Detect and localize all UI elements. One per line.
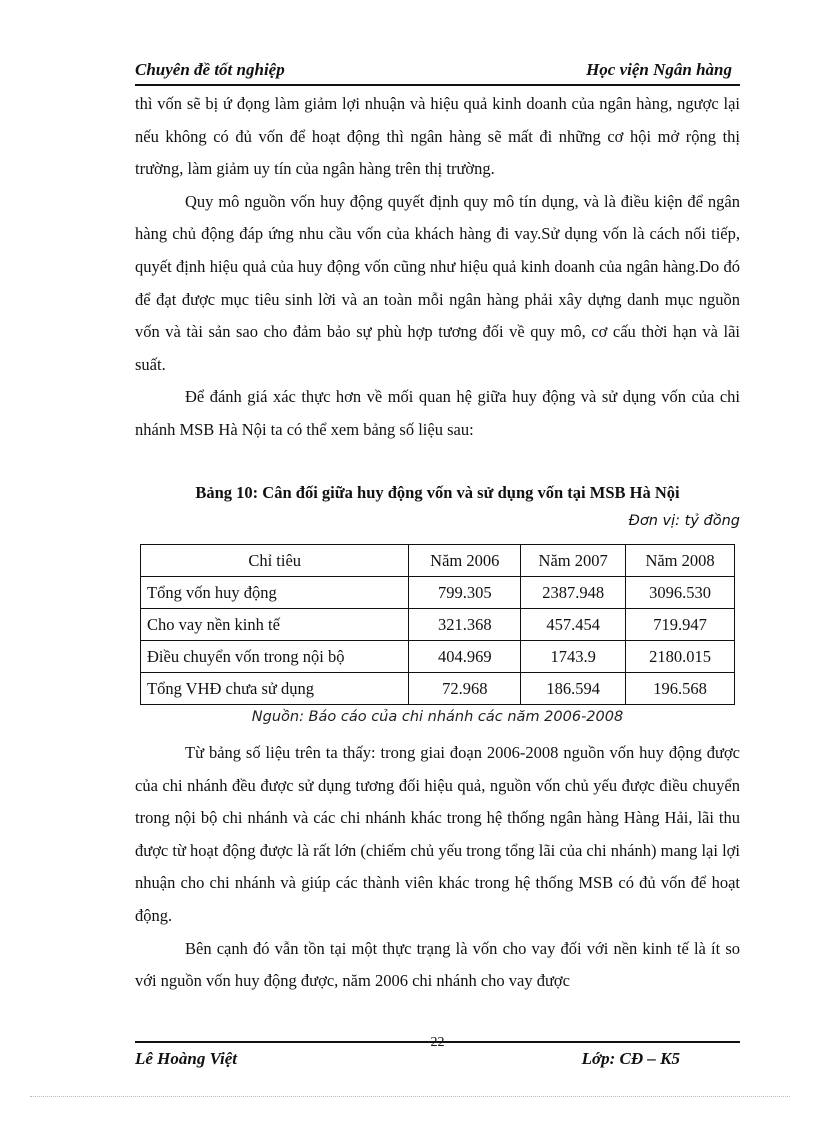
page-number: 22	[430, 1035, 445, 1050]
table-caption: Bảng 10: Cân đối giữa huy động vốn và sử dụng vốn tại MSB Hà Nội	[195, 483, 680, 502]
table-cell-label: Tổng vốn huy động	[141, 577, 409, 609]
paragraph: Bên cạnh đó vẫn tồn tại một thực trạng là vốn cho vay đối với nền kinh tế là ít so với nguồn vốn huy động được, năm 2006 chi nhánh cho vay được	[135, 938, 740, 991]
table-cell: 457.454	[521, 609, 626, 641]
page-footer	[135, 1035, 740, 1073]
table-cell: 3096.530	[626, 577, 735, 609]
table-row	[141, 641, 735, 673]
table-cell-label: Điều chuyển vốn trong nội bộ	[141, 641, 409, 673]
paragraph: thì vốn sẽ bị ứ đọng làm giảm lợi nhuận và hiệu quả kinh doanh của ngân hàng, ngược lại nếu không có đủ vốn để hoạt động thì ngân hàng sẽ mất đi những cơ hội mở rộng thị trường, làm giảm uy tín của ngân hàng trên thị trường.	[135, 94, 740, 179]
header-left-title: Chuyên đề tốt nghiệp	[135, 60, 285, 79]
table-header-cell: Chỉ tiêu	[141, 545, 409, 577]
paragraph: Quy mô nguồn vốn huy động quyết định quy mô tín dụng, và là điều kiện để ngân hàng chủ động đáp ứng nhu cầu vốn của khách hàng đi vay.Sử dụng vốn là cách nối tiếp, quyết định hiệu quả của huy động vốn cũng như hiệu quả kinh doanh của ngân hàng.Do đó để đạt được mục tiêu sinh lời và an toàn mỗi ngân hàng phải xây dựng danh mục nguồn vốn và tài sản sao cho đảm bảo sự phù hợp tương đối về quy mô, cơ cấu thời hạn và lãi suất.	[135, 191, 740, 374]
paragraph: Từ bảng số liệu trên ta thấy: trong giai đoạn 2006-2008 nguồn vốn huy động được của chi nhánh đều được sử dụng tương đối hiệu quả, nguồn vốn chủ yếu được điều chuyển trong nội bộ chi nhánh và các chi nhánh khác trong hệ thống ngân hàng Hàng Hải, lãi thu được từ hoạt động được là rất lớn (chiếm chủ yếu trong tổng lãi của chi nhánh) mang lại lợi nhuận cho chi nhánh và giúp các thành viên khác trong hệ thống MSB có đủ vốn để hoạt động.	[135, 743, 740, 925]
body-text-top	[135, 88, 740, 447]
table-cell: 404.969	[409, 641, 521, 673]
body-text-bottom	[135, 737, 740, 998]
table-source: Nguồn: Báo cáo của chi nhánh các năm 2006-2008	[251, 709, 624, 725]
table-row	[141, 577, 735, 609]
paragraph: Để đánh giá xác thực hơn về mối quan hệ giữa huy động và sử dụng vốn của chi nhánh MSB Hà Nội ta có thể xem bảng số liệu sau:	[135, 387, 740, 439]
table-cell: 2180.015	[626, 641, 735, 673]
table-unit: Đơn vị: tỷ đồng	[628, 513, 740, 529]
table-cell: 196.568	[626, 673, 735, 705]
table-cell: 719.947	[626, 609, 735, 641]
table-header-cell: Năm 2007	[521, 545, 626, 577]
page-header	[135, 60, 740, 86]
table-cell: 321.368	[409, 609, 521, 641]
table-cell: 72.968	[409, 673, 521, 705]
table-header-row	[141, 545, 735, 577]
table-cell-label: Tổng VHĐ chưa sử dụng	[141, 673, 409, 705]
table-cell-label: Cho vay nền kinh tế	[141, 609, 409, 641]
table-cell: 2387.948	[521, 577, 626, 609]
table-cell: 1743.9	[521, 641, 626, 673]
footer-author: Lê Hoàng Việt	[135, 1049, 237, 1068]
table-cell: 186.594	[521, 673, 626, 705]
header-right-title: Học viện Ngân hàng	[586, 60, 732, 79]
footer-class: Lớp: CĐ – K5	[581, 1049, 680, 1068]
table-cell: 799.305	[409, 577, 521, 609]
table-header-cell: Năm 2006	[409, 545, 521, 577]
table-header-cell: Năm 2008	[626, 545, 735, 577]
data-table	[140, 544, 735, 705]
table-row	[141, 609, 735, 641]
table-row	[141, 673, 735, 705]
page-bottom-divider	[30, 1096, 790, 1097]
